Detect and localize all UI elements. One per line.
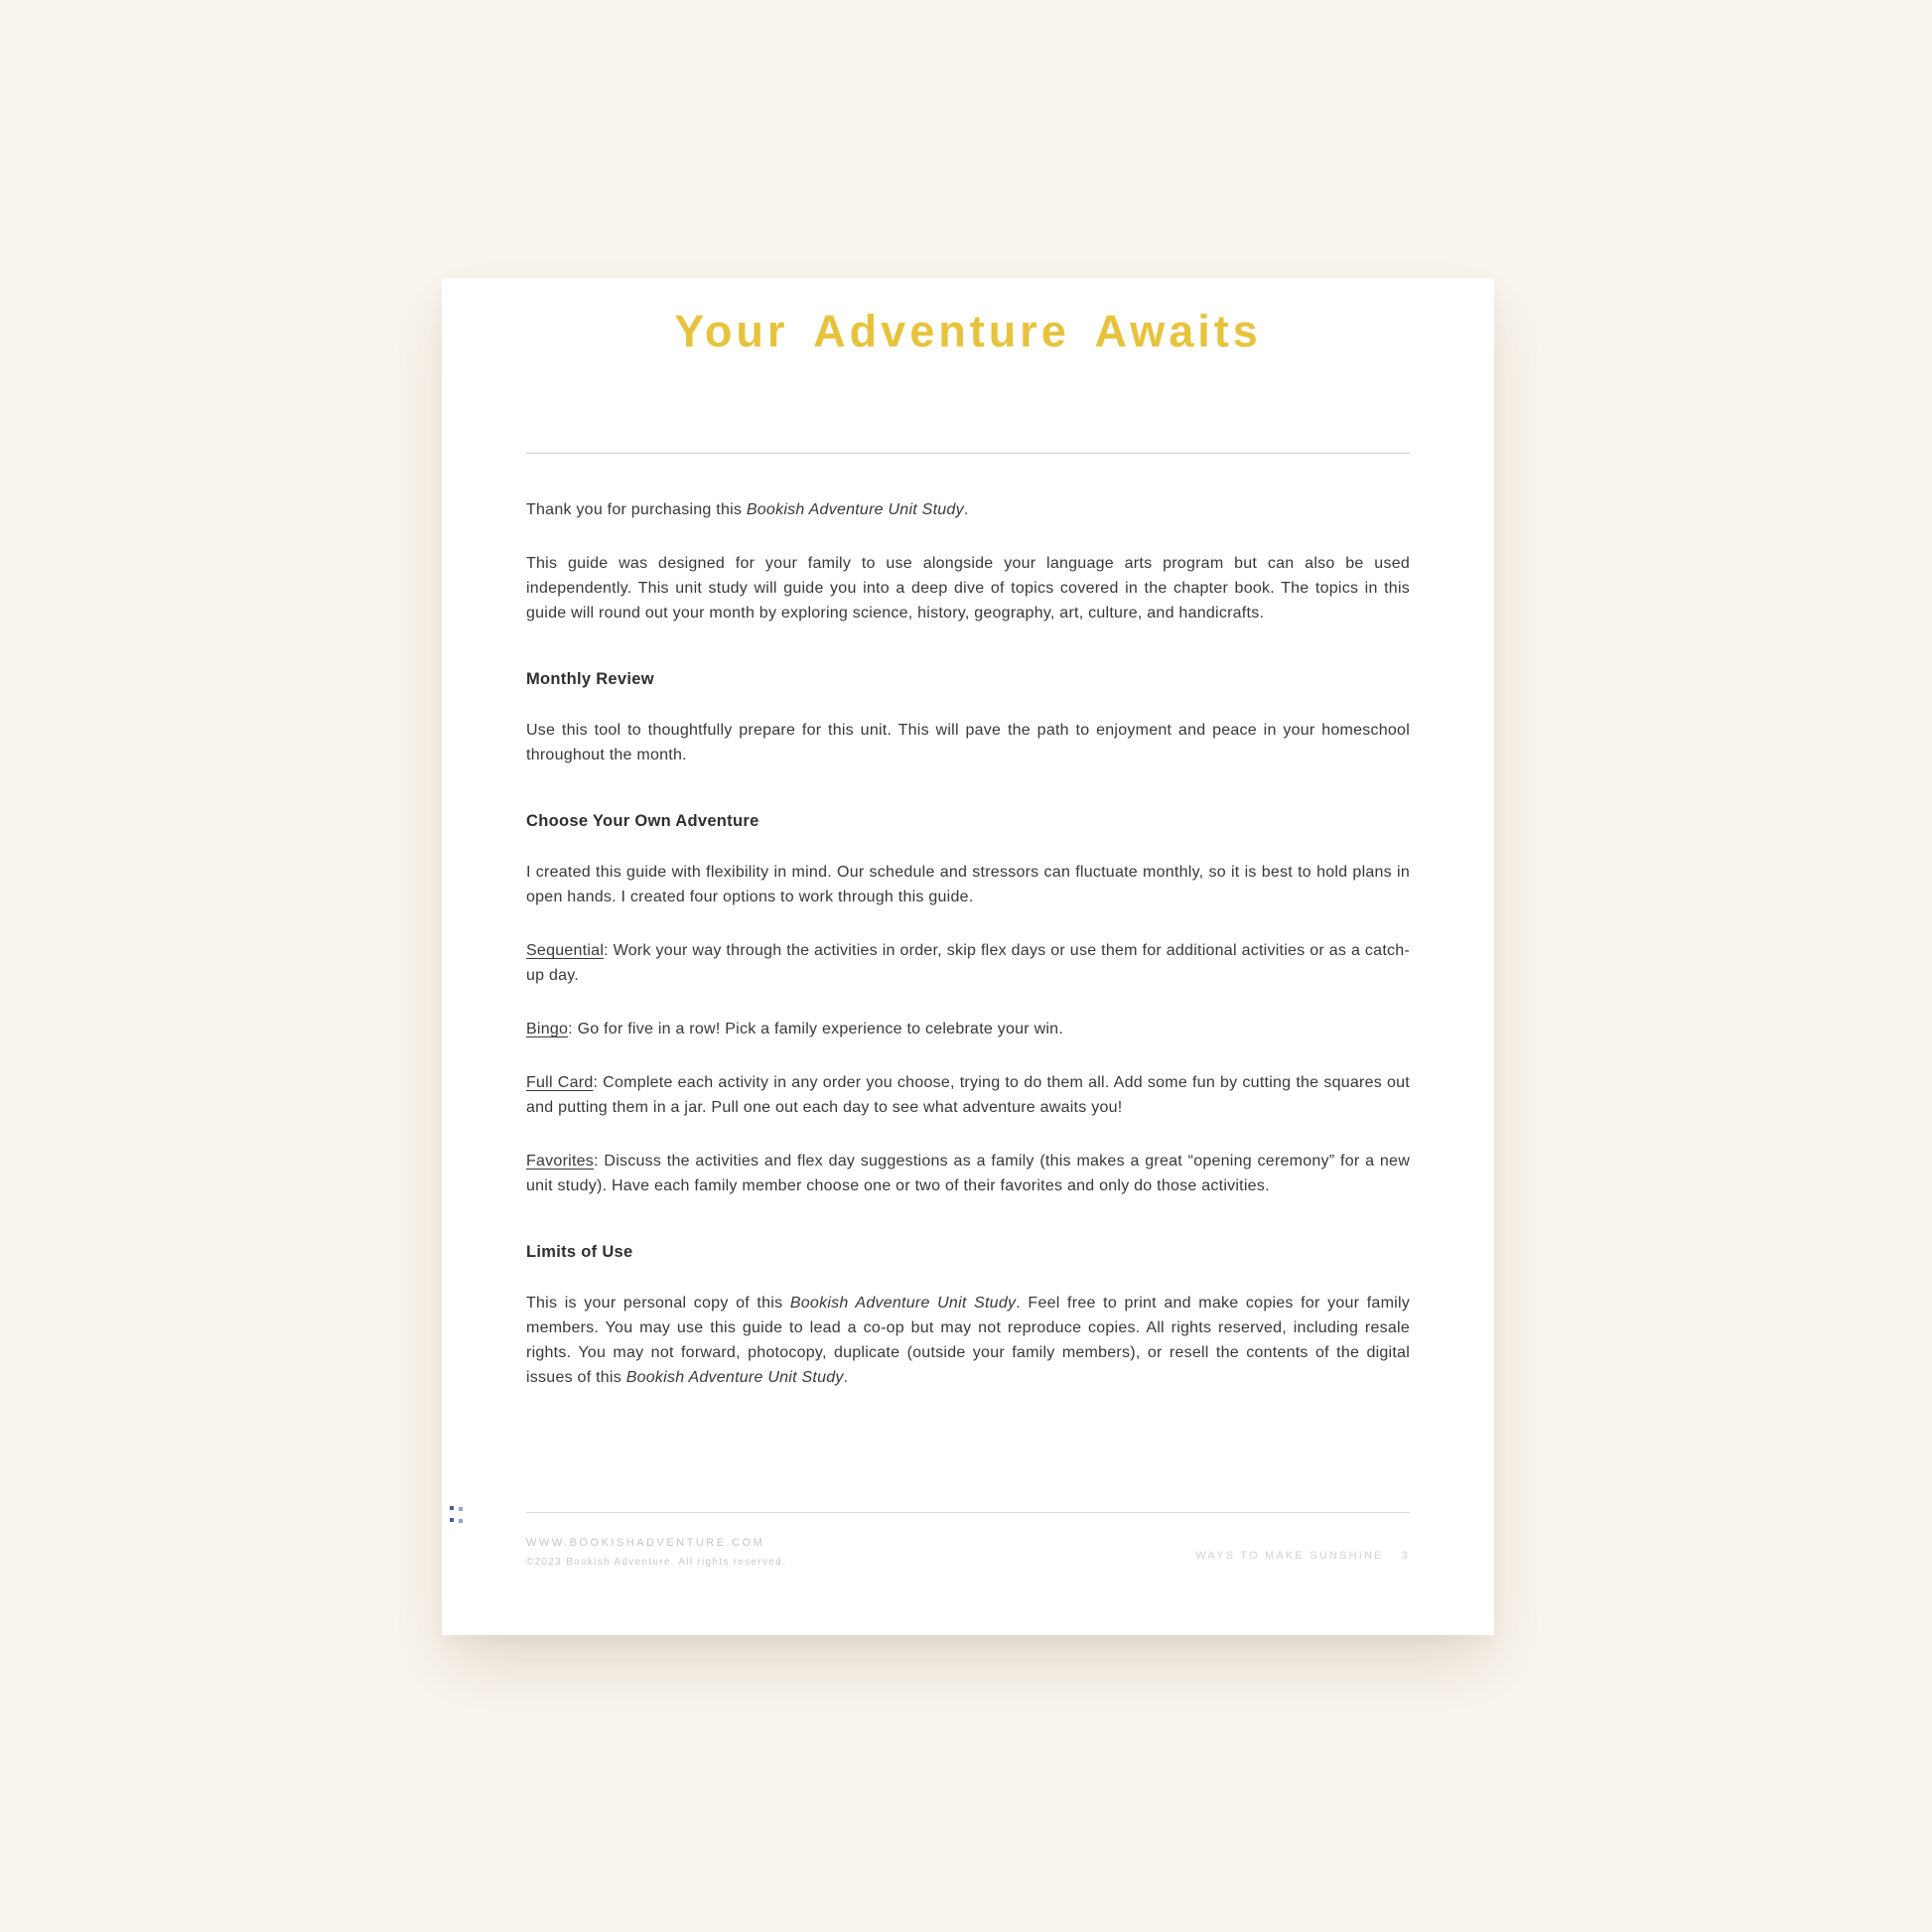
footer-copyright: ©2023 Bookish Adventure. All rights reserved. xyxy=(526,1557,787,1568)
body-paragraph: Thank you for purchasing this Bookish Adventure Unit Study. xyxy=(526,501,969,518)
document-page xyxy=(442,278,1494,1635)
body-paragraph: I created this guide with flexibility in mind. Our schedule and stressors can fluctuate monthly, so it is best to hold plans in open hands. I created four options to work through this guide. xyxy=(526,864,1410,905)
footer-website: WWW.BOOKISHADVENTURE.COM xyxy=(526,1537,765,1549)
footer-divider xyxy=(526,1512,1410,1513)
body-paragraph: Sequential: Work your way through the activities in order, skip flex days or use them for additional activities or as a catch-up day. xyxy=(526,942,1410,984)
body-paragraph: Favorites: Discuss the activities and flex day suggestions as a family (this makes a great “opening ceremony” for a new unit study). Have each family member choose one or two of their favorites and only do those activities. xyxy=(526,1153,1410,1194)
page-title: Your Adventure Awaits xyxy=(674,306,1262,356)
section-heading: Monthly Review xyxy=(526,670,654,688)
binding-dots-icon xyxy=(450,1506,466,1524)
body-paragraph: This is your personal copy of this Bookish Adventure Unit Study. Feel free to print and make copies for your family members. You may use this guide to lead a co-op but may not reproduce copies. All rights reserved, including resale rights. You may not forward, photocopy, duplicate (outside your family members), or resell the contents of the digital issues of this Bookish Adventure Unit Study. xyxy=(526,1295,1411,1386)
document-body xyxy=(526,497,1410,1390)
section-heading: Limits of Use xyxy=(526,1243,633,1261)
body-paragraph: Bingo: Go for five in a row! Pick a family experience to celebrate your win. xyxy=(526,1021,1064,1037)
footer-book-title: WAYS TO MAKE SUNSHINE xyxy=(1195,1550,1384,1562)
footer-right xyxy=(1195,1550,1410,1562)
body-paragraph: Use this tool to thoughtfully prepare for this unit. This will pave the path to enjoyment and peace in your homeschool throughout the month. xyxy=(526,722,1410,763)
title-divider xyxy=(526,453,1410,454)
section-heading: Choose Your Own Adventure xyxy=(526,812,759,830)
body-paragraph: This guide was designed for your family to use alongside your language arts program but can also be used independently. This unit study will guide you into a deep dive of topics covered in the chapter book. The topics in this guide will round out your month by exploring science, history, geography, art, culture, and handicrafts. xyxy=(526,555,1410,621)
body-paragraph: Full Card: Complete each activity in any order you choose, trying to do them all. Add some fun by cutting the squares out and putting them in a jar. Pull one out each day to see what adventure awaits you! xyxy=(526,1074,1410,1116)
footer-page-number: 3 xyxy=(1401,1550,1410,1562)
footer-left xyxy=(526,1537,786,1568)
